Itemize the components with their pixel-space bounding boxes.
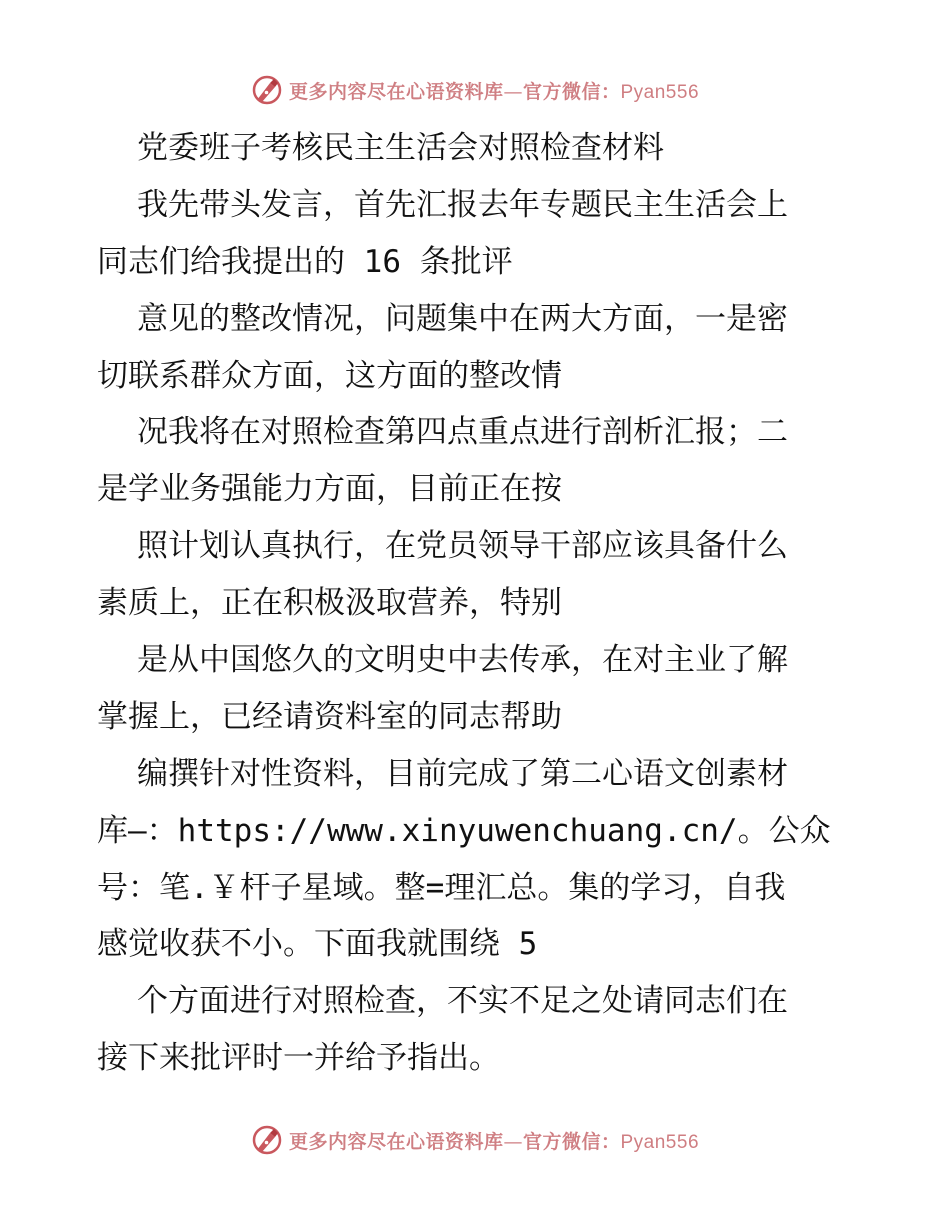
- body-line: 感觉收获不小。下面我就围绕 5: [97, 926, 538, 963]
- body-line: 我先带头发言，首先汇报去年专题民主生活会上: [137, 186, 788, 223]
- header-banner: [0, 70, 950, 110]
- body-line: 号：笔.￥杆子星域。整=理汇总。集的学习，自我: [97, 869, 786, 906]
- footer-contact-id: Pyan556: [620, 1131, 700, 1153]
- body-line: 编撰针对性资料，目前完成了第二心语文创素材: [137, 755, 788, 792]
- footer-contact-label: 官方微信：: [522, 1130, 621, 1153]
- header-contact-id: Pyan556: [620, 81, 700, 103]
- header-banner-text: [289, 77, 699, 104]
- body-line: 照计划认真执行，在党员领导干部应该具备什么: [137, 528, 788, 565]
- body-line: 库—：https://www.xinyuwenchuang.cn/。公众: [97, 812, 831, 849]
- body-line: 是学业务强能力方面，目前正在按: [97, 471, 562, 508]
- body-line: 是从中国悠久的文明史中去传承，在对主业了解: [137, 642, 788, 679]
- footer-banner-text: [289, 1127, 699, 1154]
- body-line: 掌握上，已经请资料室的同志帮助: [97, 698, 562, 735]
- footer-site-text: 更多内容尽在心语资料库: [288, 1130, 504, 1153]
- footer-separator: —: [503, 1130, 523, 1153]
- pen-nib-circle-icon: [251, 1124, 283, 1156]
- pen-nib-circle-icon: [251, 74, 283, 106]
- document-body: [97, 120, 857, 1087]
- header-site-text: 更多内容尽在心语资料库: [288, 80, 504, 103]
- header-contact-label: 官方微信：: [522, 80, 621, 103]
- body-line: 接下来批评时一并给予指出。: [97, 1040, 500, 1077]
- body-line: 同志们给我提出的 16 条批评: [97, 243, 513, 280]
- footer-banner: [0, 1120, 950, 1160]
- body-line: 切联系群众方面，这方面的整改情: [97, 357, 562, 394]
- body-line: 况我将在对照检查第四点重点进行剖析汇报；二: [137, 414, 788, 451]
- header-separator: —: [503, 80, 523, 103]
- body-line: 个方面进行对照检查，不实不足之处请同志们在: [137, 983, 788, 1020]
- body-line: 意见的整改情况，问题集中在两大方面，一是密: [137, 300, 788, 337]
- body-line: 素质上，正在积极汲取营养，特别: [97, 585, 562, 622]
- document-title: 党委班子考核民主生活会对照检查材料: [137, 130, 664, 166]
